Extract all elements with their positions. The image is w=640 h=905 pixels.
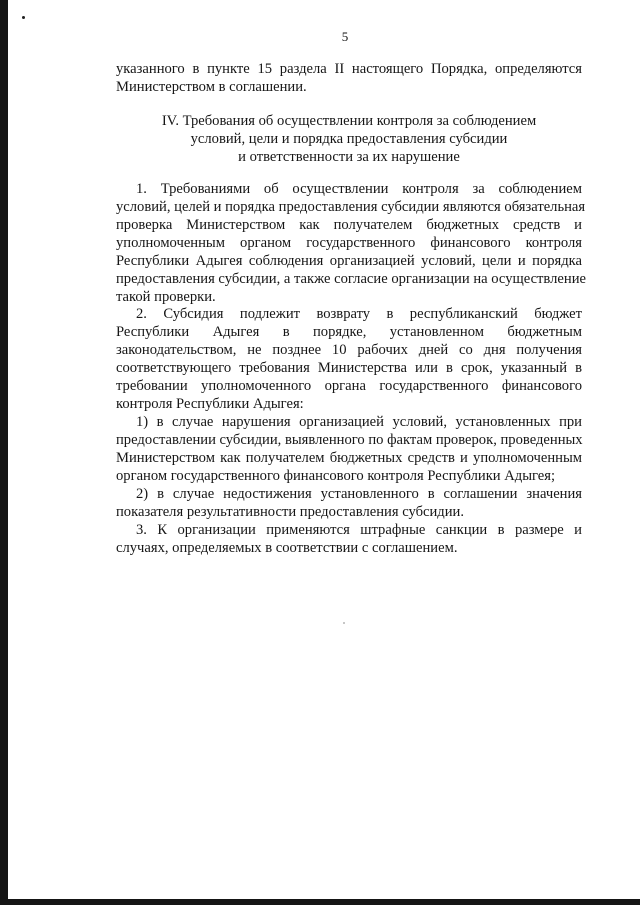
scan-bottom-border: [0, 899, 640, 905]
section-heading-line: и ответственности за их нарушение: [238, 149, 460, 165]
list-item-line: органом государственного финансового контроля Республики Адыгея;: [116, 468, 556, 484]
scan-artifact-speck: [343, 622, 345, 624]
paragraph-line: такой проверки.: [116, 289, 216, 305]
paragraph-line: указанного в пункте 15 раздела II настоящего Порядка, определяются: [116, 61, 582, 77]
paragraph-line: 2. Субсидия подлежит возврату в республиканский бюджет: [136, 306, 582, 322]
paragraph-line: Республики Адыгея в порядке, установленном бюджетным: [116, 324, 582, 340]
section-heading-line: условий, цели и порядка предоставления субсидии: [190, 131, 508, 147]
scan-left-border: [0, 0, 8, 905]
paragraph-line: 1. Требованиями об осуществлении контроля за соблюдением: [136, 181, 582, 197]
paragraph-line: законодательством, не позднее 10 рабочих дней со дня получения: [116, 342, 582, 358]
scan-artifact-dot: [22, 16, 25, 19]
paragraph-line: 3. К организации применяются штрафные санкции в размере и: [136, 522, 582, 538]
list-item-line: Министерством как получателем бюджетных средств и уполномоченным: [116, 450, 582, 466]
list-item-line: показателя результативности предоставления субсидии.: [116, 504, 465, 520]
paragraph-line: соответствующего требования Министерства или в срок, указанный в: [116, 360, 582, 376]
list-item-line: предоставлении субсидии, выявленного по фактам проверок, проведенных: [116, 432, 583, 448]
paragraph-line: предоставления субсидии, а также согласие организации на осуществление: [116, 271, 586, 287]
paragraph-line: уполномоченным органом государственного финансового контроля: [116, 235, 582, 251]
list-item-line: 2) в случае недостижения установленного в соглашении значения: [136, 486, 582, 502]
list-item-line: 1) в случае нарушения организацией условий, установленных при: [136, 414, 582, 430]
section-heading-line: IV. Требования об осуществлении контроля за соблюдением: [161, 113, 537, 129]
paragraph-line: условий, целей и порядка предоставления субсидии являются обязательная: [116, 199, 586, 215]
paragraph-line: контроля Республики Адыгея:: [116, 396, 304, 412]
paragraph-line: требовании уполномоченного органа государственного финансового: [116, 378, 582, 394]
paragraph-line: Республики Адыгея соблюдения организацией условий, цели и порядка: [116, 253, 582, 269]
paragraph-line: проверка Министерством как получателем бюджетных средств и: [116, 217, 582, 233]
paragraph-line: случаях, определяемых в соответствии с соглашением.: [116, 540, 458, 556]
page-number: 5: [341, 29, 349, 44]
paragraph-line: Министерством в соглашении.: [116, 79, 307, 95]
